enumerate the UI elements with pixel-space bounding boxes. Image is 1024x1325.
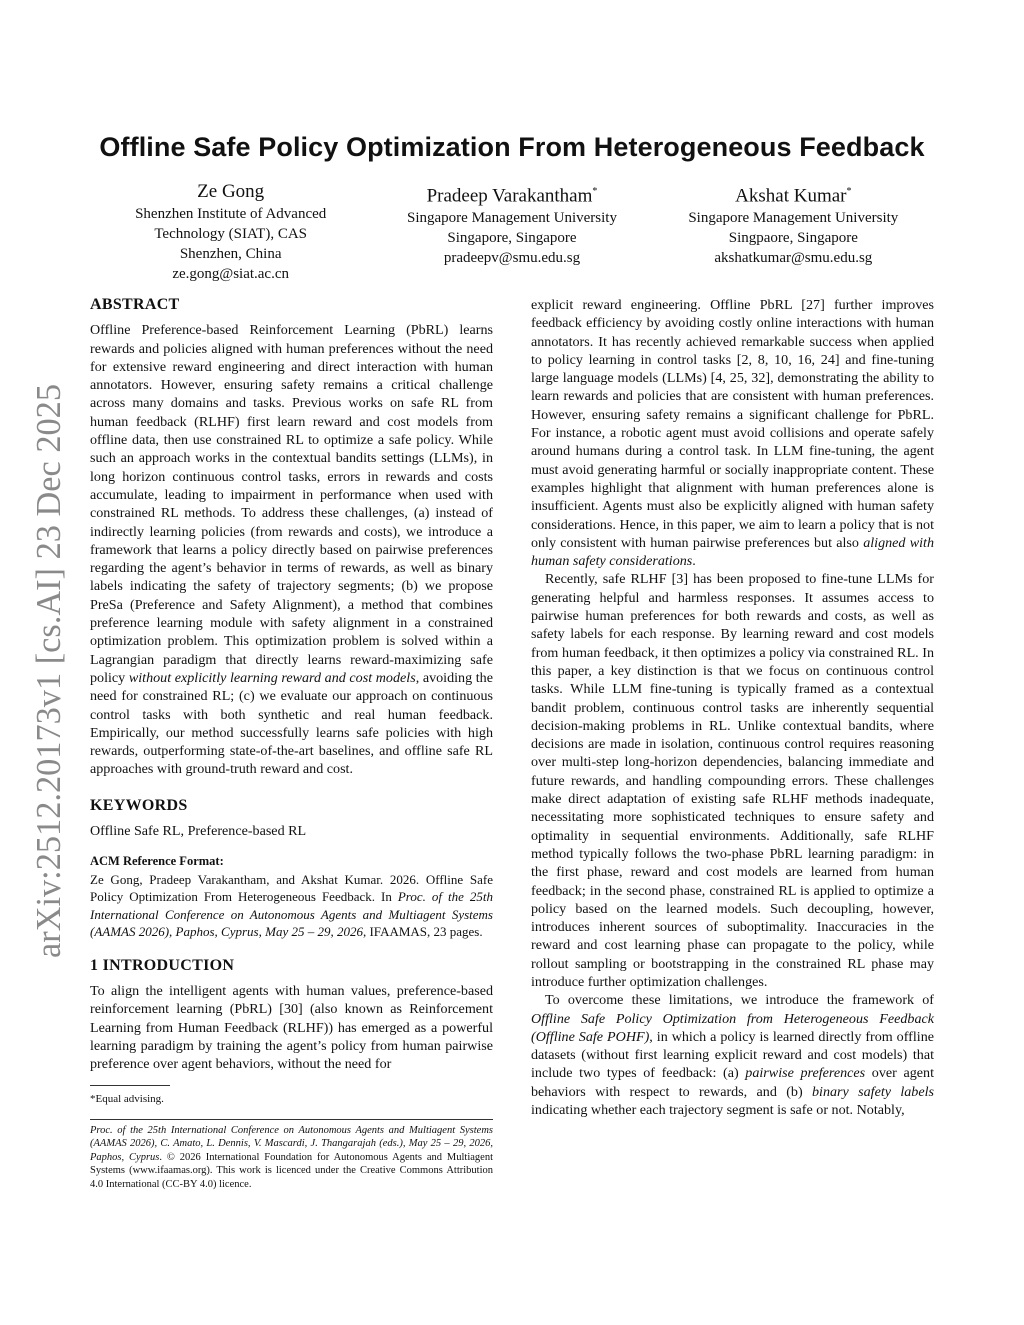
arxiv-identifier <box>18 380 74 960</box>
intro-paragraph-3: To overcome these limitations, we introduce the framework of Offline Safe Policy Optimization from Heterogeneous Feedback (Offline Safe POHF), in which a policy is learned directly from offline datasets (without first learning explicit reward and cost models) that include two types of feedback: (a) pairwise preferences over agent behaviors with respect to rewards, and (b) binary safety labels indicating whether each trajectory segment is safe or not. Notably, <box>531 992 934 1119</box>
acm-reference-heading: ACM Reference Format: <box>90 854 224 869</box>
footnote-rule <box>90 1085 170 1086</box>
author-block <box>90 180 934 284</box>
author-2 <box>371 180 652 284</box>
paper-title: Offline Safe Policy Optimization From Heterogeneous Feedback <box>99 132 925 162</box>
affiliation-line: Singpaore, Singapore <box>728 230 858 247</box>
equal-advising-mark: * <box>846 186 852 197</box>
abstract-text: Offline Preference-based Reinforcement Learning (PbRL) learns rewards and policies aligned with human preferences without the need for extensive reward engineering and direct interaction with human annotators. However, ensuring safety remains a critical challenge across many domains and tasks. Previous works on safe RL from human feedback (RLHF) first learn reward and cost models from offline data, then use constrained RL to optimize a safe policy. While such an approach works in the contextual bandits settings (LLMs), in long horizon continuous control tasks, errors in rewards and costs accumulate, leading to impairment in performance when used with constrained RL methods. To address these challenges, (a) instead of indirectly learning policies (from rewards and costs), we introduce a framework that learns a policy directly based on pairwise preferences regarding the agent’s behavior in terms of rewards, as well as binary labels indicating the safety of trajectory segments; (b) we propose PreSa (Preference and Safety Alignment), a method that combines preference learning module with safety alignment in a constrained optimization problem. This optimization problem is solved within a Lagrangian paradigm that directly learns reward-maximizing safe policy without explicitly learning reward and cost models, avoiding the need for constrained RL; (c) we evaluate our approach on continuous control tasks with both synthetic and real human feedback. Empirically, our method successfully learns safe policies with high rewards, outperforming state-of-the-art baselines, and offline safe RL approaches with ground-truth reward and cost. <box>90 322 493 778</box>
introduction-text: To align the intelligent agents with human values, preference-based reinforcement learning (PbRL) [30] (also known as Reinforcement Learning from Human Feedback (RLHF)) has emerged as a powerful learning paradigm by training the agent’s policy from human pairwise preference over agent behaviors, without the need for <box>90 982 493 1073</box>
acm-reference-text: Ze Gong, Pradeep Varakantham, and Akshat Kumar. 2026. Offline Safe Policy Optimization From Heterogeneous Feedback. In Proc. of the 25th International Conference on Autonomous Agents and Multiagent Systems (AAMAS 2026), Paphos, Cyprus, May 25 – 29, 2026, IFAAMAS, 23 pages. <box>90 871 493 940</box>
author-3 <box>653 180 934 284</box>
author-email: ze.gong@siat.ac.cn <box>172 266 289 282</box>
author-email: pradeepv@smu.edu.sg <box>443 250 581 267</box>
author-name: Pradeep Varakantham* <box>426 185 598 207</box>
footnote: *Equal advising. <box>90 1093 164 1106</box>
intro-paragraph-2: Recently, safe RLHF [3] has been proposed to fine-tune LLMs for generating helpful and harmless responses. It assumes access to pairwise human preferences for both rewards and costs, as well as safety labels for each response. By learning reward and cost models from human feedback, it then optimizes a policy via constrained RL. In this paper, a key distinction is that we focus on continuous control tasks. While LLM fine-tuning is typically framed as a contextual bandit problem, continuous control tasks are inherently sequential decision-making problems in RL. Unlike contextual bandits, where decisions are made in isolation, continuous control requires reasoning over multi-step long-horizon dependencies, balancing immediate and future rewards, and handling compounding errors. These challenges make direct adaptation of existing safe RLHF methods inadequate, necessitating more sophisticated techniques to ensure safety and optimality in sequential environments. Additionally, safe RLHF method typically follows the two-phase PbRL learning paradigm: in the first phase, reward and cost models are learned from human feedback; in the second phase, constrained RL is applied to optimize a policy based on the learned models. Such decoupling, however, introduces inherent sources of suboptimality. Inaccuracies in the reward and cost learning phase can propagate to the policy, while rollout sampling or bootstrapping in the constrained RL phase may introduce further optimization challenges. <box>531 571 934 990</box>
introduction-heading: 1 INTRODUCTION <box>90 956 235 974</box>
keywords-text: Offline Safe RL, Preference-based RL <box>90 823 307 840</box>
author-name: Ze Gong <box>197 181 265 202</box>
abstract-heading: ABSTRACT <box>90 296 180 313</box>
left-column <box>90 296 493 1191</box>
affiliation-line: Singapore Management University <box>407 210 617 227</box>
author-name: Akshat Kumar* <box>735 185 852 207</box>
intro-paragraph-1: explicit reward engineering. Offline PbRL [27] further improves feedback efficiency by avoiding costly online interactions with human annotators. It has recently achieved remarkable success when applied to policy learning in control tasks [2, 8, 10, 16, 24] and fine-tuning large language models (LLMs) [4, 25, 32], demonstrating the ability to learn rewards and policies that are consistent with human preferences. However, ensuring safety remains a significant challenge for PbRL. For instance, a robotic agent must avoid collisions and operate safely around humans during a control task. In LLM fine-tuning, the agent must avoid generating harmful or socially inappropriate content. These examples highlight that alignment with human preferences alone is insufficient. Agents must also be explicitly aligned with human safety considerations. Hence, in this paper, we aim to learn a policy that is not only consistent with human pairwise preferences but also aligned with human safety considerations. <box>531 297 935 570</box>
arxiv-id-text: arXiv:2512.20173v1 [cs.AI] 23 Dec 2025 <box>29 380 68 958</box>
affiliation-line: Shenzhen Institute of Advanced <box>135 206 327 222</box>
right-column <box>531 296 934 1119</box>
author-1 <box>90 180 371 284</box>
keywords-heading: KEYWORDS <box>90 796 188 814</box>
affiliation-line: Singapore, Singapore <box>447 230 577 247</box>
proceedings-note: Proc. of the 25th International Conference on Autonomous Agents and Multiagent Systems (AAMAS 2026), C. Amato, L. Dennis, V. Mascardi, J. Thangarajah (eds.), May 25 – 29, 2026, Paphos, Cyprus. © 2026 International Foundation for Autonomous Agents and Multiagent Systems (www.ifaamas.org). This work is licenced under the Creative Commons Attribution 4.0 International (CC-BY 4.0) licence. <box>90 1124 493 1190</box>
affiliation-line: Technology (SIAT), CAS <box>154 226 308 242</box>
affiliation-line: Singapore Management University <box>688 210 899 227</box>
proceedings-rule <box>90 1119 493 1120</box>
author-email: akshatkumar@smu.edu.sg <box>714 250 873 267</box>
equal-advising-mark: * <box>592 186 598 197</box>
affiliation-line: Shenzhen, China <box>179 246 282 262</box>
